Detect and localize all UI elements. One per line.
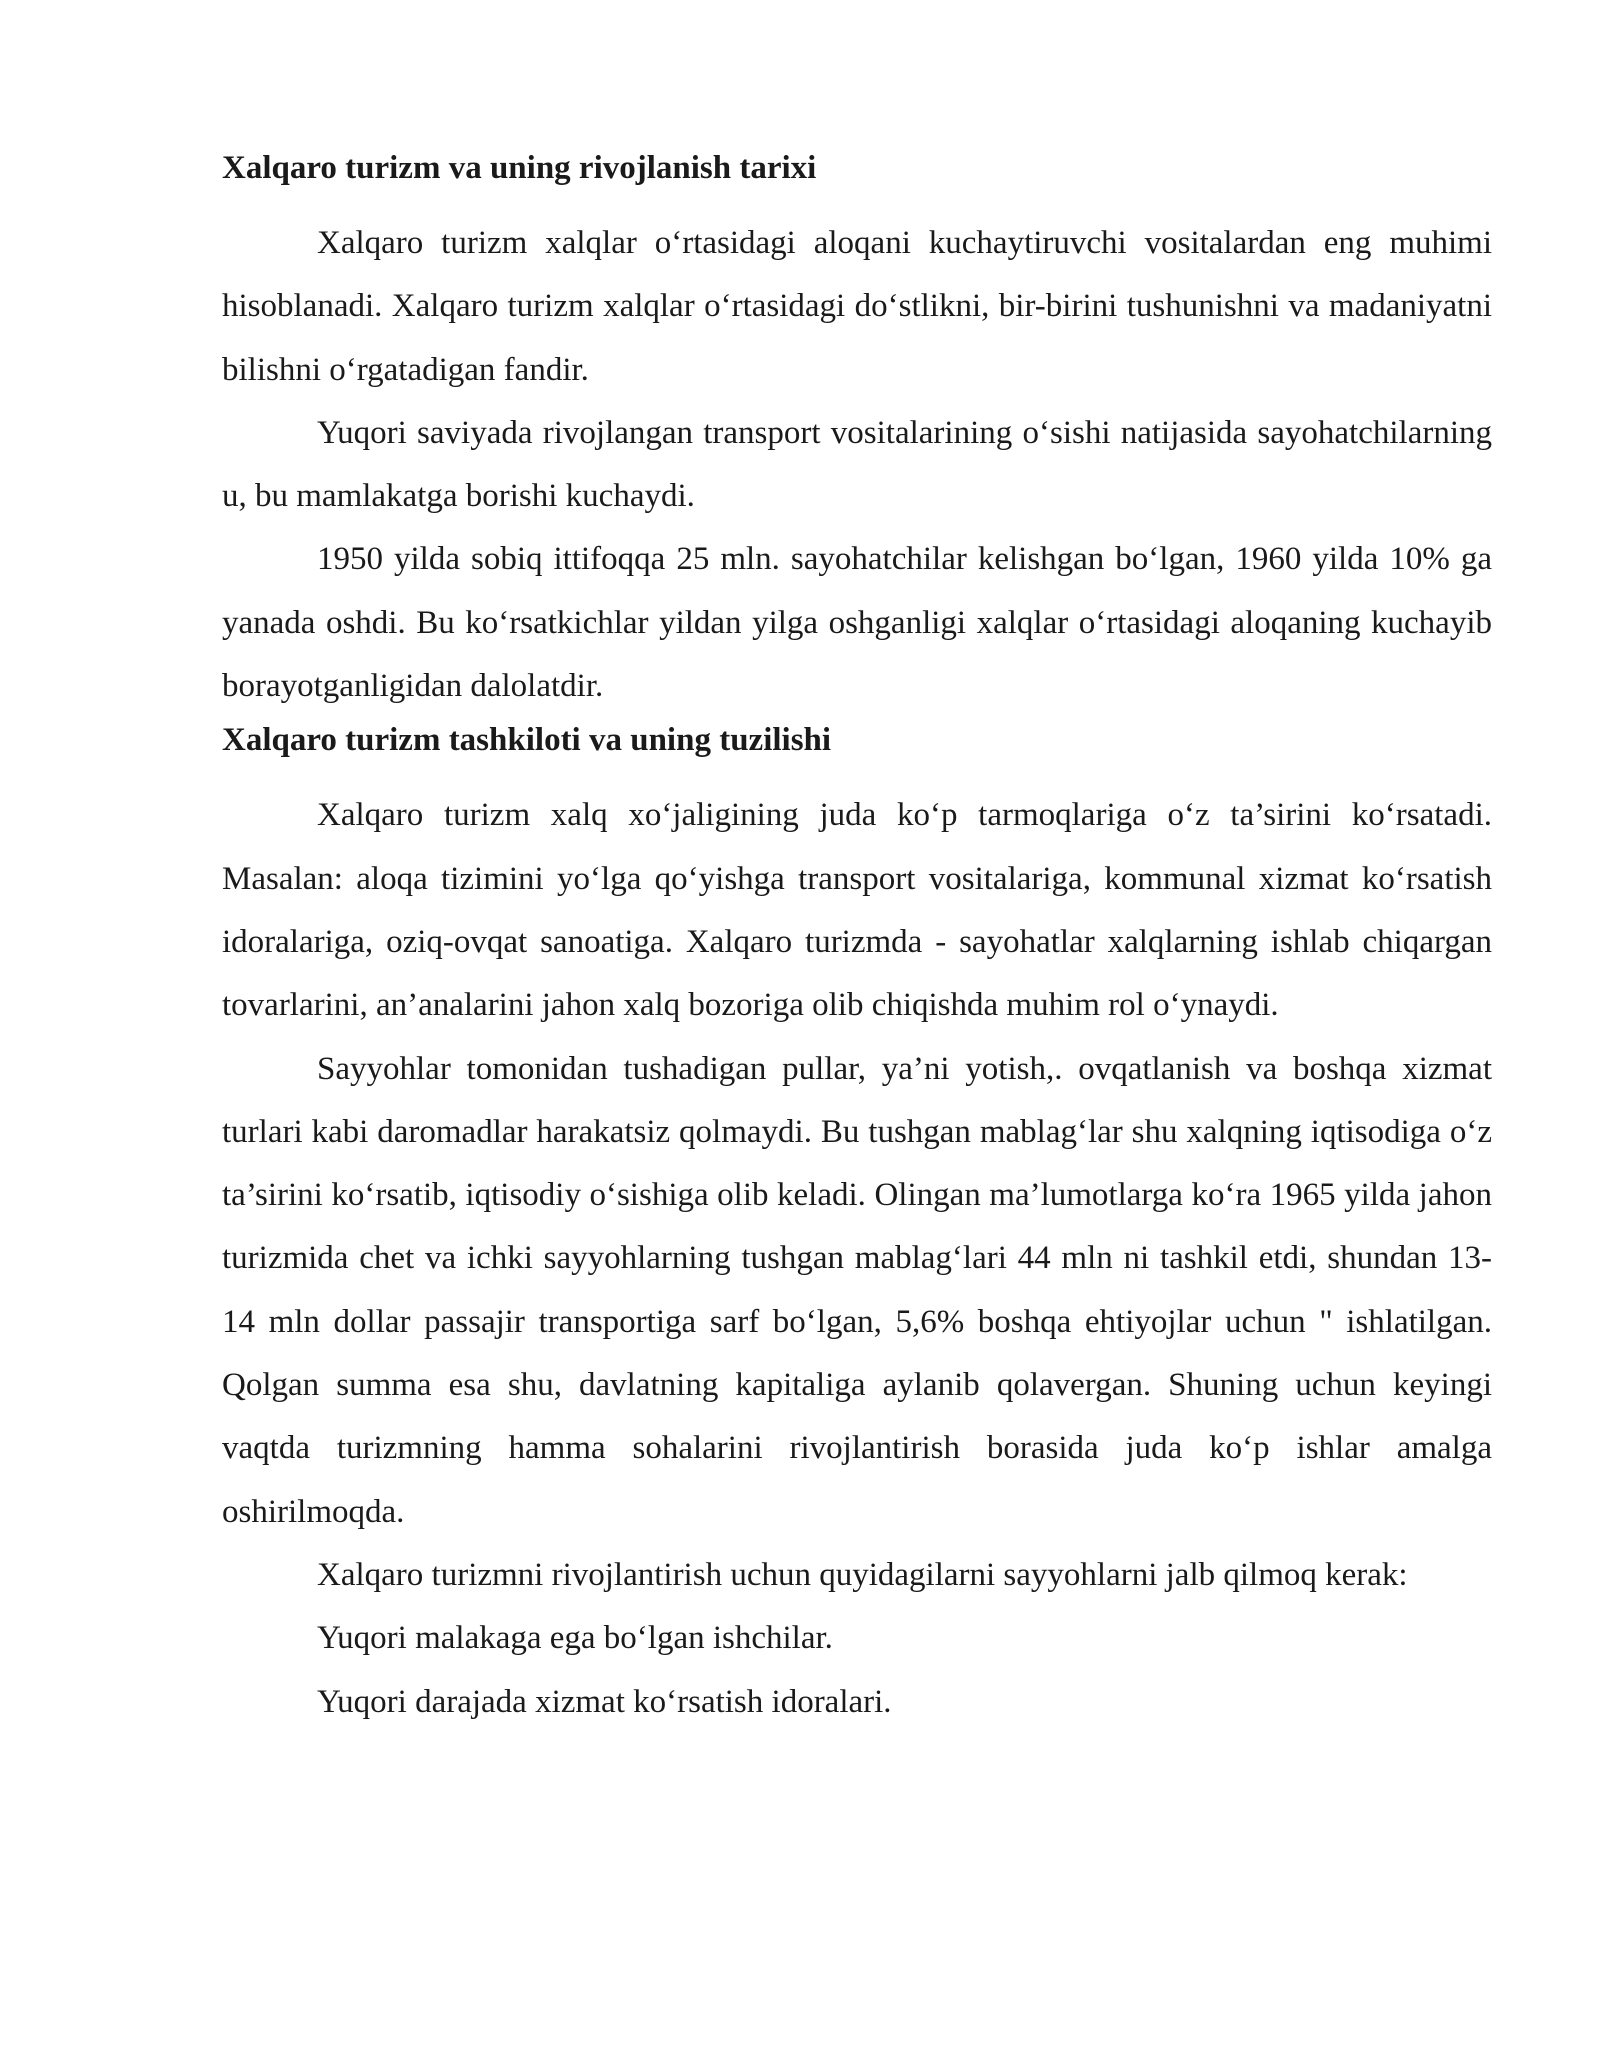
paragraph: Yuqori saviyada rivojlangan transport vositalarining oʻsishi natijasida sayohatchilarning u, bu mamlakatga borishi kuchaydi. — [222, 414, 1492, 515]
section-heading: Xalqaro turizm va uning rivojlanish tarixi — [222, 150, 817, 186]
paragraph: Xalqaro turizmni rivojlantirish uchun quyidagilarni sayyohlarni jalb qilmoq kerak: — [317, 1556, 1408, 1593]
paragraph: Xalqaro turizm xalqlar oʻrtasidagi aloqani kuchaytiruvchi vositalardan eng muhimi hisoblanadi. Xalqaro turizm xalqlar oʻrtasidagi doʻstlikni, bir-birini tushunishni va madaniyatni bilishni oʻrgatadigan fandir. — [222, 225, 1492, 388]
list-item: Yuqori malakaga ega boʻlgan ishchilar. — [317, 1620, 833, 1657]
section-heading: Xalqaro turizm tashkiloti va uning tuzilishi — [222, 722, 832, 759]
paragraph: 1950 yilda sobiq ittifoqqa 25 mln. sayohatchilar kelishgan boʻlgan, 1960 yilda 10% ga yanada oshdi. Bu koʻrsatkichlar yildan yilga oshganligi xalqlar oʻrtasidagi aloqaning kuchayib borayotganligidan dalolatdir. — [222, 541, 1492, 705]
document-page — [222, 148, 1492, 1734]
list-item: Yuqori darajada xizmat koʻrsatish idoralari. — [317, 1683, 892, 1720]
paragraph: Sayyohlar tomonidan tushadigan pullar, ya’ni yotish,. ovqatlanish va boshqa xizmat turlari kabi daromadlar harakatsiz qolmaydi. Bu tushgan mablagʻlar shu xalqning iqtisodiga oʻz ta’sirini koʻrsatib, iqtisodiy oʻsishiga olib keladi. Olingan ma’lumotlarga koʻra 1965 yilda jahon turizmida chet va ichki sayyohlarning tushgan mablagʻlari 44 mln ni tashkil etdi, shundan 13-14 mln dollar passajir transportiga sarf boʻlgan, 5,6% boshqa ehtiyojlar uchun " ishlatilgan. Qolgan summa esa shu, davlatning kapitaliga aylanib qolavergan. Shuning uchun keyingi vaqtda turizmning hamma sohalarini rivojlantirish borasida juda koʻp ishlar amalga oshirilmoqda. — [222, 1050, 1492, 1530]
paragraph: Xalqaro turizm xalq xoʻjaligining juda koʻp tarmoqlariga oʻz ta’sirini koʻrsatadi. Masalan: aloqa tizimini yoʻlga qoʻyishga transport vositalariga, kommunal xizmat koʻrsatish idoralariga, oziq-ovqat sanoatiga. Xalqaro turizmda - sayohatlar xalqlarning ishlab chiqargan tovarlarini, an’analarini jahon xalq bozoriga olib chiqishda muhim rol oʻynaydi. — [222, 797, 1492, 1024]
